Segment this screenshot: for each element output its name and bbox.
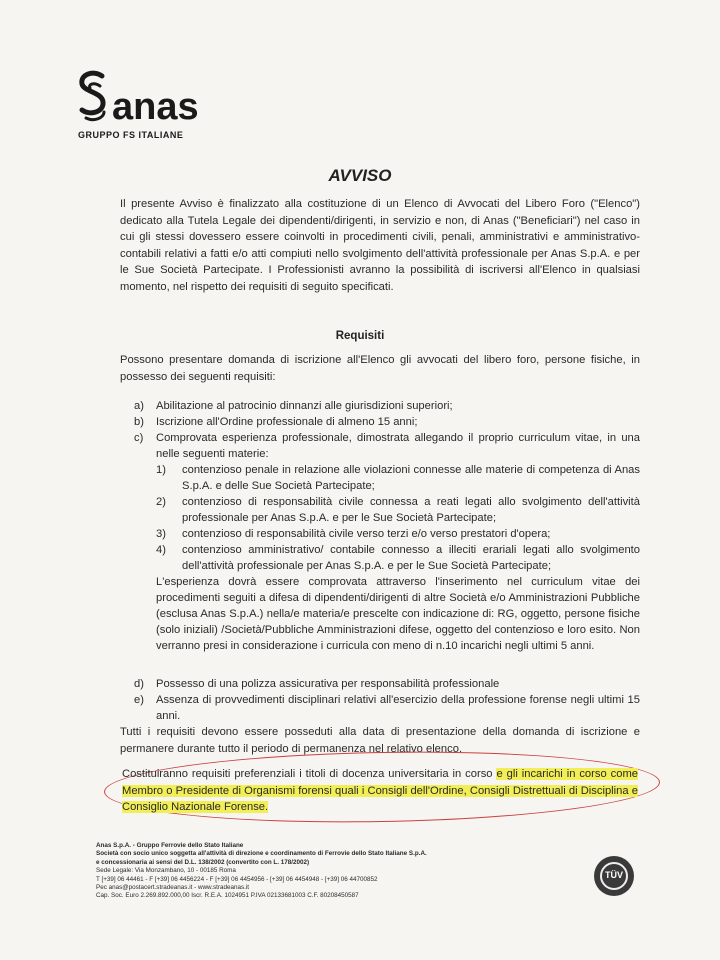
list-item-text: Iscrizione all'Ordine professionale di almeno 15 anni;	[156, 416, 418, 428]
experience-note: L'esperienza dovrà essere comprovata attraverso l'inserimento nel curriculum vitae dei procedimenti seguiti a difesa di dipendenti/dirigenti di altre Società e/o Amministrazioni Pubbliche (esclusa Anas S.p.A.) nella/e materia/e prescelte con indicazione di: RG, oggetto, persone fisiche (solo iniziali) /Società/Pubbliche Amministrazioni difese, oggetto del contenzioso e loro esito. Non verranno presi in considerazione i curricula con meno di n.10 incarichi negli ultimi 5 anni.	[156, 576, 640, 652]
list-item	[134, 430, 640, 462]
preferential-text: Costituiranno requisiti preferenziali i titoli di docenza universitaria in corso	[122, 768, 497, 780]
sub-list-marker: 1)	[156, 464, 166, 476]
list-item-text: Assenza di provvedimenti disciplinari relativi all'esercizio della professione forense negli ultimi 15 anni.	[156, 694, 640, 722]
list-marker: d)	[134, 678, 144, 690]
anas-s-icon	[76, 70, 110, 124]
preferential-paragraph	[122, 766, 638, 816]
sub-list-text: contenzioso di responsabilità civile connessa a reati legati allo svolgimento dell'attività professionale per Anas S.p.A. e per le Sue Società Partecipate;	[182, 496, 640, 524]
list-item	[134, 692, 640, 724]
sub-list-text: contenzioso penale in relazione alle violazioni connesse alle materie di competenza di Anas S.p.A. e delle Sue Società Partecipate;	[182, 464, 640, 492]
brand-name: anas	[112, 86, 199, 128]
footer-info	[96, 842, 536, 901]
sub-list-item	[156, 462, 640, 494]
list-marker: e)	[134, 694, 144, 706]
footer-line: Sede Legale: Via Monzambano, 10 - 00185 Roma	[96, 867, 236, 875]
certification-seal	[594, 856, 634, 896]
brand-group: GRUPPO FS ITALIANE	[78, 130, 184, 140]
sub-list-item	[156, 494, 640, 526]
closing-paragraph: Tutti i requisiti devono essere posseduti alla data di presentazione della domanda di iscrizione e permanere durante tutto il periodo di permanenza nel relativo elenco.	[120, 726, 640, 755]
footer-line: Società con socio unico soggetta all'attività di direzione e coordinamento di Ferrovie dello Stato Italiane S.p.A.	[96, 850, 427, 858]
footer-line: Pec anas@postacert.stradeanas.it - www.stradeanas.it	[96, 884, 250, 892]
seal-label: TÜV	[605, 870, 623, 880]
highlighted-text: e gli incarichi in corso come Membro o Presidente di Organismi forensi quali i Consigli dell'Ordine, Consigli Distrettuali di Disciplina e Consiglio Nazionale Forense.	[122, 768, 638, 814]
sub-list-marker: 2)	[156, 496, 166, 508]
anas-logo	[76, 70, 216, 150]
list-item	[134, 676, 640, 692]
list-item-text: Abilitazione al patrocinio dinnanzi alle giurisdizioni superiori;	[156, 400, 453, 412]
list-item-text: Possesso di una polizza assicurativa per responsabilità professionale	[156, 678, 500, 690]
list-item-text: Comprovata esperienza professionale, dimostrata allegando il proprio curriculum vitae, in una nelle seguenti materie:	[156, 432, 640, 460]
sub-list-marker: 4)	[156, 544, 166, 556]
requisiti-heading: Requisiti	[335, 330, 385, 342]
list-item	[134, 398, 640, 414]
footer-line: T [+39] 06 44461 - F [+39] 06 4456224 - F [+39] 06 4454956 - [+39] 06 4454948 - [+39] 06 44700852	[96, 875, 378, 883]
list-marker: c)	[134, 432, 144, 444]
list-marker: a)	[134, 400, 144, 412]
sub-list-marker: 3)	[156, 528, 166, 540]
list-item	[134, 414, 640, 430]
sub-list-text: contenzioso di responsabilità civile verso terzi e/o verso prestatori d'opera;	[182, 528, 551, 540]
footer-line: e concessionaria ai sensi del D.L. 138/2002 (convertito con L. 178/2002)	[96, 858, 310, 866]
list-marker: b)	[134, 416, 144, 428]
sub-list-item	[156, 542, 640, 574]
requisiti-lead: Possono presentare domanda di iscrizione all'Elenco gli avvocati del libero foro, persone fisiche, in possesso dei seguenti requisiti:	[120, 354, 640, 383]
sub-list-text: contenzioso amministrativo/ contabile connesso a illeciti erariali legati allo svolgimento dell'attività professionale per Anas S.p.A. e per le Sue Società Partecipate;	[182, 544, 640, 572]
footer-line: Anas S.p.A. - Gruppo Ferrovie dello Stato Italiane	[96, 842, 244, 849]
document-title: AVVISO	[328, 166, 392, 185]
requisiti-list	[134, 398, 640, 654]
intro-paragraph: Il presente Avviso è finalizzato alla costituzione di un Elenco di Avvocati del Libero Foro ("Elenco") dedicato alla Tutela Legale dei dipendenti/dirigenti, in servizio e non, di Anas ("Beneficiari") nel caso in cui gli stessi dovessero essere coinvolti in procedimenti civili, penali, amministrativi e amministrativo-contabili relativi a fatti e/o atti compiuti nello svolgimento dell'attività professionale per Anas S.p.A. e per le Sue Società Partecipate. I Professionisti avranno la possibilità di iscriversi all'Elenco in qualsiasi momento, nel rispetto dei requisiti di seguito specificati.	[120, 198, 640, 293]
footer-line: Cap. Soc. Euro 2.269.892.000,00 Iscr. R.E.A. 1024951 P.IVA 02133681003 C.F. 80208450587	[96, 892, 359, 900]
sub-list-item	[156, 526, 640, 542]
requisiti-list-continued	[134, 676, 640, 724]
